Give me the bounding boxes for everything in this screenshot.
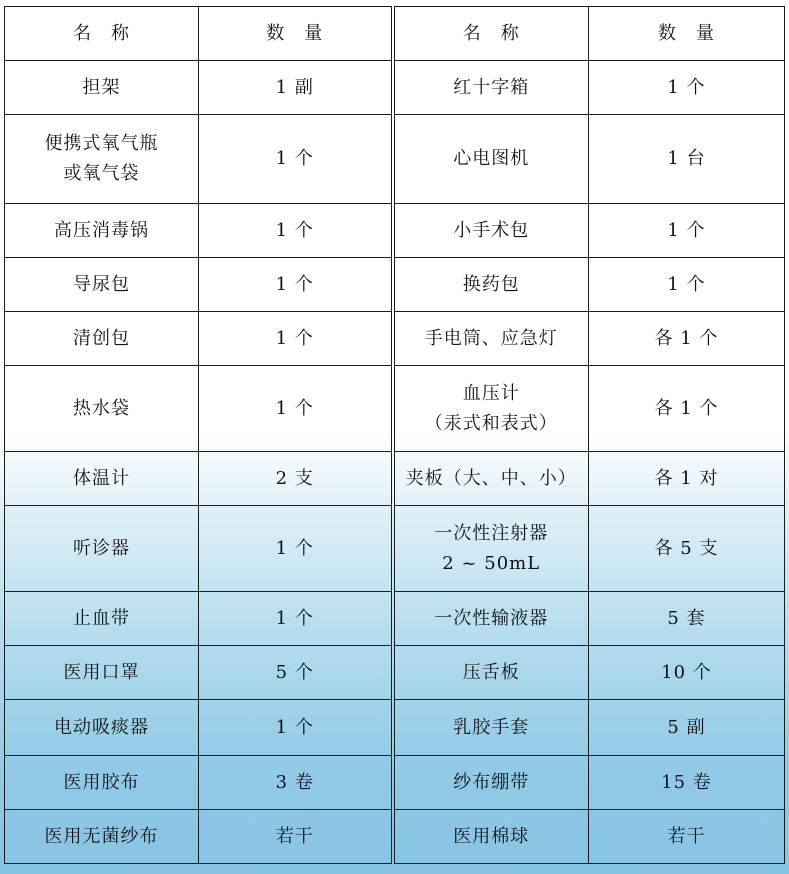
equipment-table [4,6,785,864]
table-row [5,810,785,864]
item-name-line: 热水袋 [73,397,130,419]
item-name-line: 听诊器 [73,537,130,559]
item-qty-right: 各 5 支 [589,506,785,592]
item-name-left [5,756,199,810]
item-name-line: 清创包 [73,327,130,349]
item-name-line: 换药包 [462,273,520,295]
table-row [5,452,785,506]
item-qty-left: 1 个 [199,258,393,312]
item-name-right [393,700,589,756]
item-name-left [5,592,199,646]
item-name-line: 心电图机 [453,148,530,169]
item-qty-right: 5 副 [589,700,785,756]
item-name-left [5,700,199,756]
item-name-line: 医用棉球 [453,825,530,847]
item-qty-left: 若干 [199,810,393,864]
item-name-left [5,506,199,592]
item-qty-right: 15 卷 [589,756,785,810]
item-qty-left: 2 支 [199,452,393,506]
item-name-line: 小手术包 [453,219,530,241]
item-name-line: 或氧气袋 [63,163,140,184]
item-qty-right: 1 台 [589,115,785,204]
item-name-right [393,452,589,506]
item-name-line: 高压消毒锅 [54,219,149,241]
table-row [5,756,785,810]
item-name-left [5,366,199,452]
item-qty-right: 10 个 [589,646,785,700]
item-name-left [5,61,199,115]
table-row [5,366,785,452]
item-name-left [5,810,199,864]
item-qty-left: 1 副 [199,61,393,115]
item-name-right [393,810,589,864]
table-row [5,592,785,646]
table-row [5,61,785,115]
item-name-left [5,204,199,258]
item-name-line: 纱布绷带 [453,771,530,793]
item-name-right [393,204,589,258]
item-qty-right: 1 个 [589,61,785,115]
item-name-line: 乳胶手套 [453,716,530,738]
table-row [5,312,785,366]
item-name-line: 2 ~ 50mL [442,552,541,574]
item-name-line: 红十字箱 [453,76,530,98]
item-name-line: 血压计 [462,382,520,404]
item-qty-left: 1 个 [199,700,393,756]
item-name-line: （汞式和表式） [424,412,558,434]
item-qty-right: 1 个 [589,258,785,312]
header-name-left: 名 称 [5,7,199,61]
item-name-line: 手电筒、应急灯 [424,327,558,349]
item-name-line: 一次性输液器 [434,607,549,629]
item-name-left [5,312,199,366]
item-name-right [393,506,589,592]
item-qty-right: 各 1 个 [589,366,785,452]
item-name-right [393,61,589,115]
item-name-line: 医用口罩 [63,661,140,683]
item-name-left [5,258,199,312]
item-name-line: 体温计 [73,467,130,489]
item-qty-left: 1 个 [199,592,393,646]
item-qty-right: 若干 [589,810,785,864]
header-name-right: 名 称 [393,7,589,61]
item-qty-right: 各 1 对 [589,452,785,506]
item-name-line: 电动吸痰器 [54,716,149,738]
equipment-table-sheet [4,6,784,868]
item-name-line: 夹板（大、中、小） [405,467,577,489]
table-row [5,115,785,204]
table-row [5,506,785,592]
item-qty-left: 1 个 [199,115,393,204]
item-name-right [393,592,589,646]
item-name-left [5,115,199,204]
item-name-line: 医用胶布 [63,771,140,793]
item-name-right [393,115,589,204]
item-name-left [5,646,199,700]
item-qty-left: 1 个 [199,366,393,452]
item-qty-left: 5 个 [199,646,393,700]
item-name-right [393,366,589,452]
item-name-right [393,312,589,366]
item-name-line: 导尿包 [73,273,130,295]
item-name-line: 担架 [82,76,121,98]
item-name-left [5,452,199,506]
item-name-line: 便携式氧气瓶 [44,133,159,154]
item-qty-right: 5 套 [589,592,785,646]
table-row [5,258,785,312]
item-qty-left: 1 个 [199,204,393,258]
header-qty-right: 数 量 [589,7,785,61]
table-row [5,646,785,700]
item-name-line: 压舌板 [462,661,520,683]
item-qty-right: 各 1 个 [589,312,785,366]
item-name-line: 止血带 [73,607,130,629]
table-row [5,700,785,756]
item-name-right [393,258,589,312]
table-row [5,204,785,258]
item-name-right [393,646,589,700]
item-qty-left: 3 卷 [199,756,393,810]
header-row [5,7,785,61]
item-qty-left: 1 个 [199,312,393,366]
item-name-line: 医用无菌纱布 [44,825,159,847]
item-name-right [393,756,589,810]
item-qty-right: 1 个 [589,204,785,258]
item-name-line: 一次性注射器 [434,522,549,544]
item-qty-left: 1 个 [199,506,393,592]
header-qty-left: 数 量 [199,7,393,61]
